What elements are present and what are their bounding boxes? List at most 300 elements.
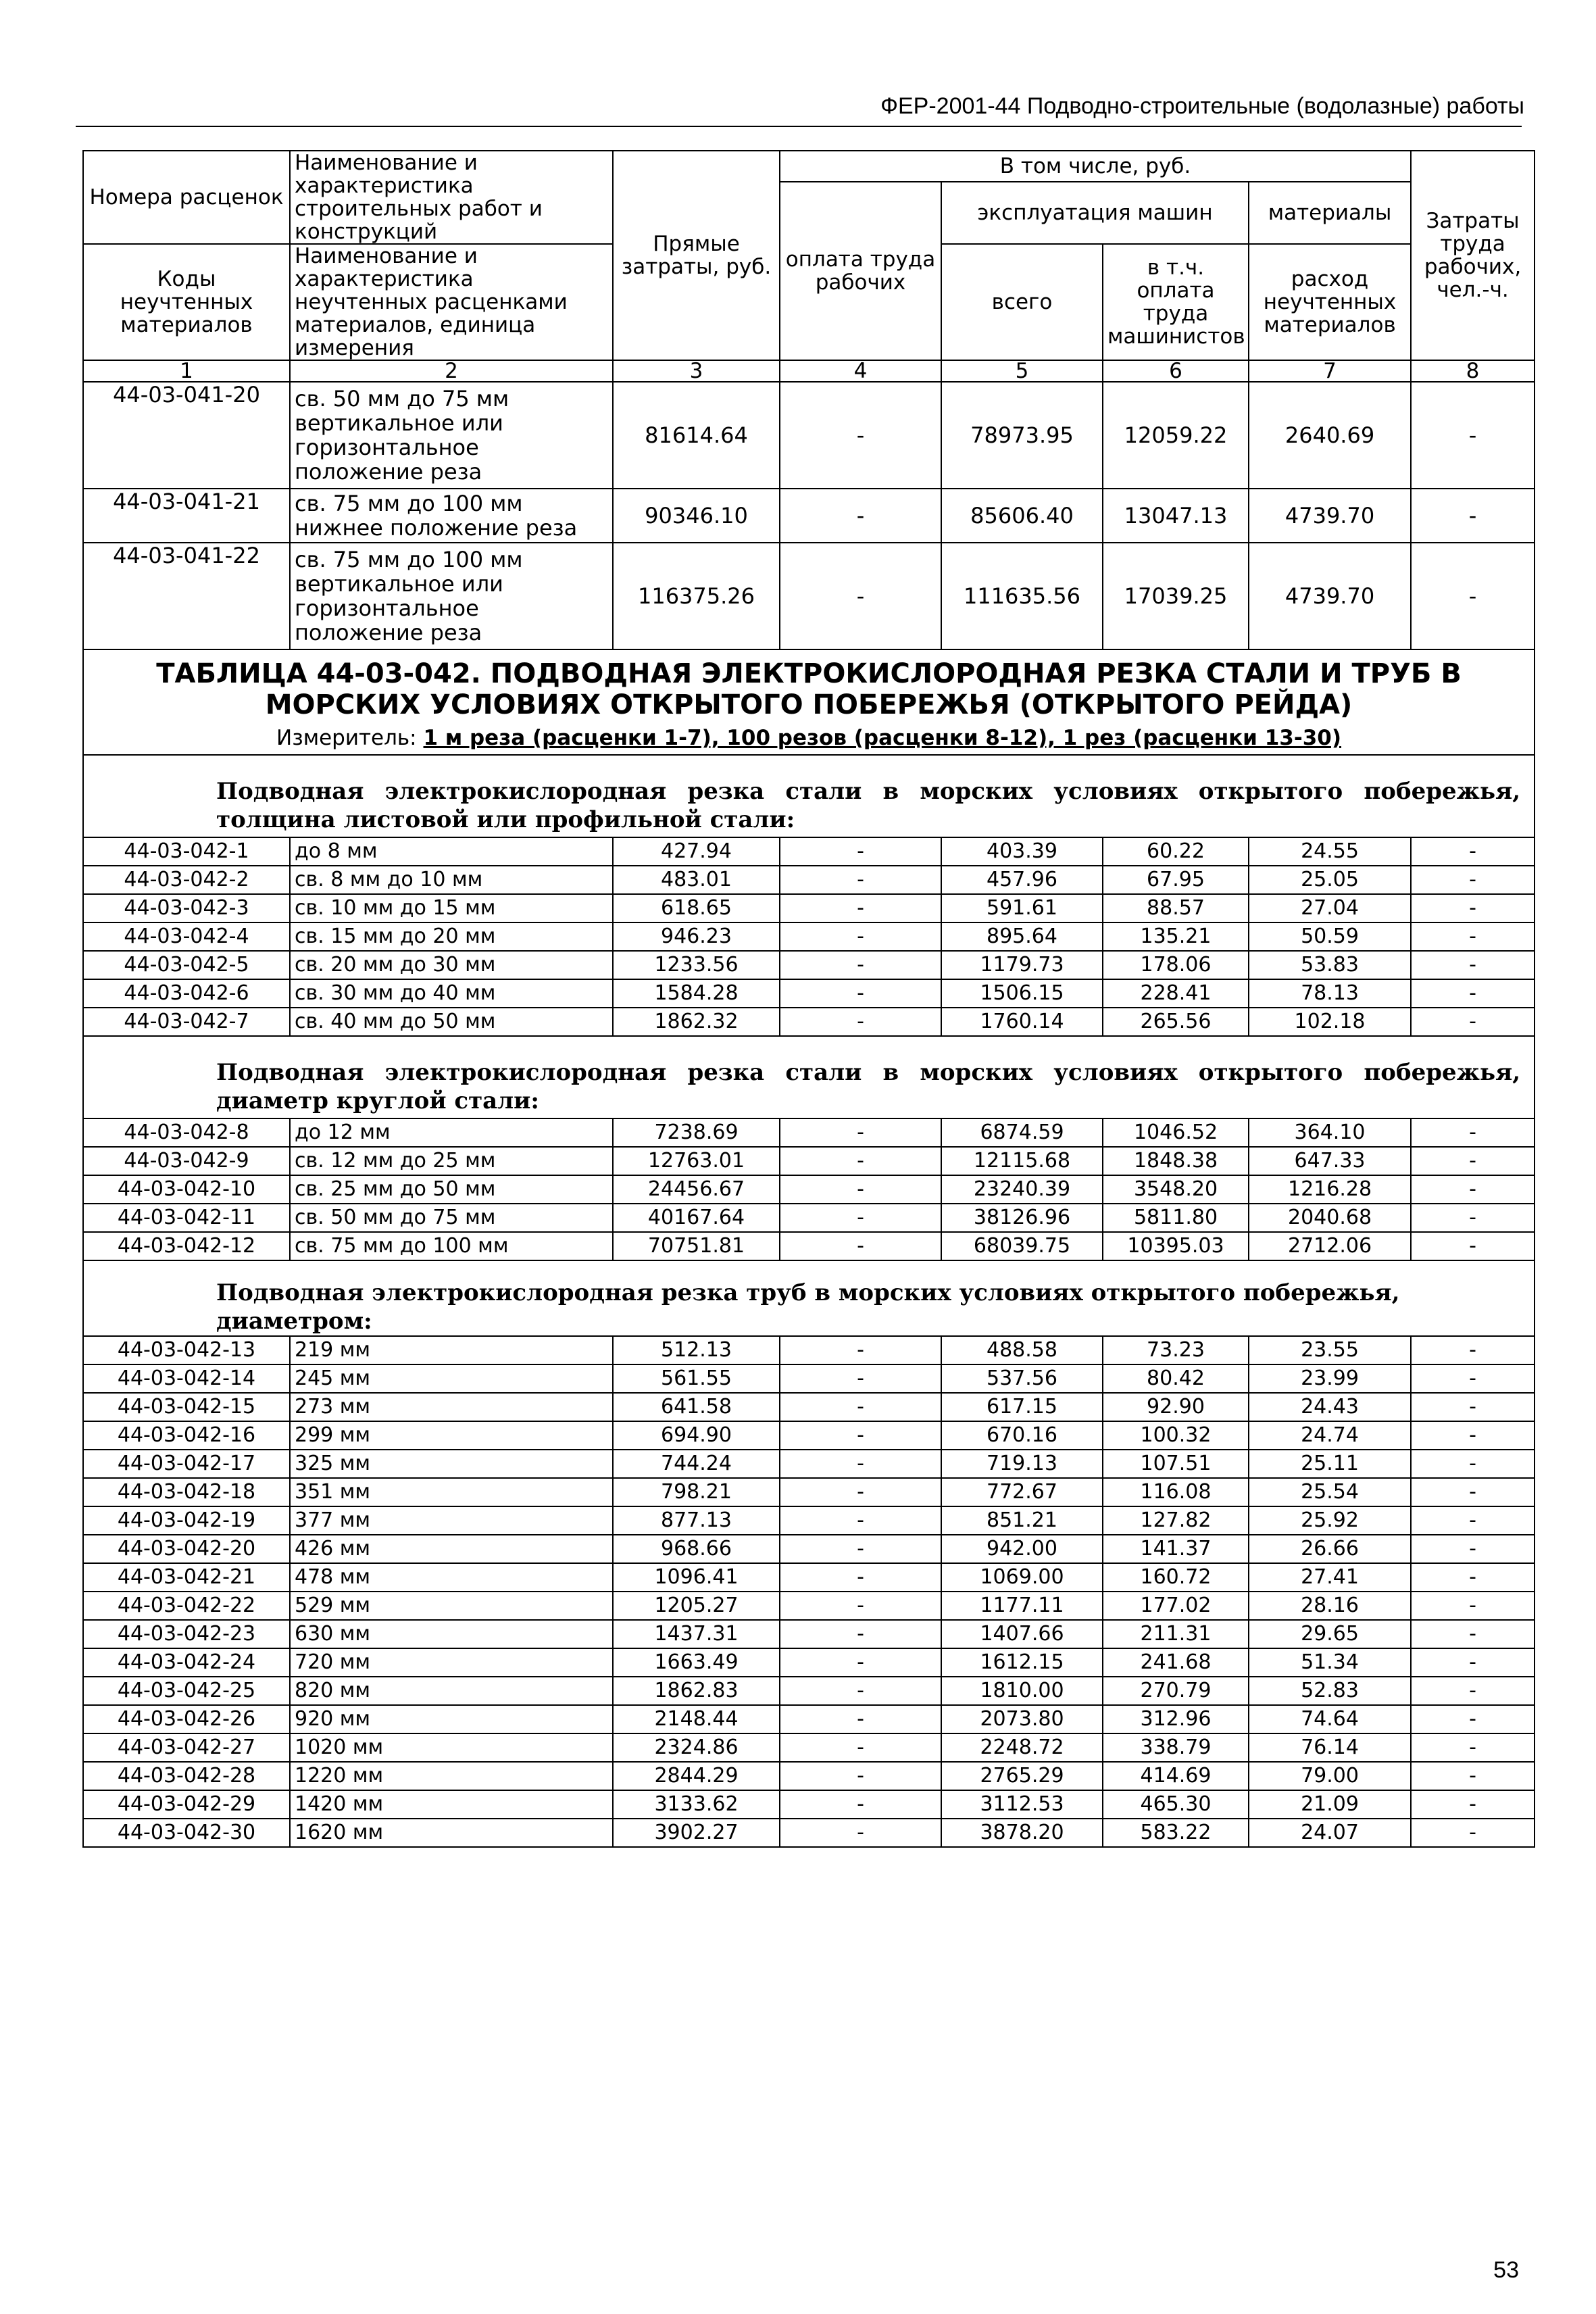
rate-code-cell: 44-03-042-9 bbox=[83, 1147, 290, 1175]
work-name-cell: св. 20 мм до 30 мм bbox=[290, 951, 613, 979]
wages-cell: - bbox=[780, 922, 941, 951]
machines-cell: 1179.73 bbox=[941, 951, 1103, 979]
table-row bbox=[83, 1592, 1535, 1620]
materials-cell: 21.09 bbox=[1249, 1790, 1411, 1819]
machine-wages-cell: 270.79 bbox=[1103, 1677, 1249, 1705]
wages-cell: - bbox=[780, 1204, 941, 1232]
direct-cost-cell: 40167.64 bbox=[613, 1204, 780, 1232]
direct-cost-cell: 24456.67 bbox=[613, 1175, 780, 1204]
labor-cell: - bbox=[1411, 1677, 1535, 1705]
labor-cell: - bbox=[1411, 894, 1535, 922]
machines-cell: 1506.15 bbox=[941, 979, 1103, 1008]
work-name-cell: до 8 мм bbox=[290, 837, 613, 866]
machines-cell: 38126.96 bbox=[941, 1204, 1103, 1232]
wages-cell: - bbox=[780, 1478, 941, 1506]
table-row bbox=[83, 1478, 1535, 1506]
table-row bbox=[83, 1620, 1535, 1648]
table-row bbox=[83, 1232, 1535, 1260]
labor-cell: - bbox=[1411, 1118, 1535, 1147]
machine-wages-cell: 338.79 bbox=[1103, 1733, 1249, 1762]
rate-code-cell: 44-03-042-14 bbox=[83, 1364, 290, 1393]
wages-cell: - bbox=[780, 1733, 941, 1762]
col-machines-total: всего bbox=[941, 244, 1103, 360]
machines-cell: 1069.00 bbox=[941, 1563, 1103, 1592]
work-name-cell: св. 75 мм до 100 мм вертикальное или горизонтальное положение реза bbox=[290, 543, 613, 649]
table-row bbox=[83, 1790, 1535, 1819]
table-row bbox=[83, 543, 1535, 649]
machine-wages-cell: 60.22 bbox=[1103, 837, 1249, 866]
direct-cost-cell: 12763.01 bbox=[613, 1147, 780, 1175]
rate-code-cell: 44-03-042-15 bbox=[83, 1393, 290, 1421]
rate-code-cell: 44-03-042-1 bbox=[83, 837, 290, 866]
wages-cell: - bbox=[780, 1563, 941, 1592]
work-name-cell: 720 мм bbox=[290, 1648, 613, 1677]
labor-cell: - bbox=[1411, 1762, 1535, 1790]
labor-cell: - bbox=[1411, 1478, 1535, 1506]
table-row bbox=[83, 489, 1535, 543]
table-row bbox=[83, 1762, 1535, 1790]
section-row bbox=[83, 755, 1535, 837]
col-machines: эксплуатация машин bbox=[941, 182, 1249, 244]
rate-code-cell: 44-03-042-25 bbox=[83, 1677, 290, 1705]
materials-cell: 2712.06 bbox=[1249, 1232, 1411, 1260]
work-name-cell: 920 мм bbox=[290, 1705, 613, 1733]
machines-cell: 1760.14 bbox=[941, 1008, 1103, 1036]
machine-wages-cell: 135.21 bbox=[1103, 922, 1249, 951]
machine-wages-cell: 312.96 bbox=[1103, 1705, 1249, 1733]
work-name-cell: 820 мм bbox=[290, 1677, 613, 1705]
labor-cell: - bbox=[1411, 1705, 1535, 1733]
machine-wages-cell: 414.69 bbox=[1103, 1762, 1249, 1790]
wages-cell: - bbox=[780, 1819, 941, 1847]
labor-cell: - bbox=[1411, 1336, 1535, 1364]
labor-cell: - bbox=[1411, 1393, 1535, 1421]
labor-cell: - bbox=[1411, 837, 1535, 866]
rates-table bbox=[82, 150, 1535, 1848]
wages-cell: - bbox=[780, 1336, 941, 1364]
labor-cell: - bbox=[1411, 922, 1535, 951]
column-number-row bbox=[83, 360, 1535, 382]
labor-cell: - bbox=[1411, 543, 1535, 649]
materials-cell: 25.92 bbox=[1249, 1506, 1411, 1535]
rate-code-cell: 44-03-042-12 bbox=[83, 1232, 290, 1260]
measure-value: 1 м реза (расценки 1-7), 100 резов (расценки 8-12), 1 рез (расценки 13-30) bbox=[423, 726, 1342, 750]
machine-wages-cell: 92.90 bbox=[1103, 1393, 1249, 1421]
machine-wages-cell: 100.32 bbox=[1103, 1421, 1249, 1450]
measure-label: Измеритель: bbox=[276, 726, 417, 750]
rate-code-cell: 44-03-042-13 bbox=[83, 1336, 290, 1364]
wages-cell: - bbox=[780, 1535, 941, 1563]
rate-code-cell: 44-03-042-21 bbox=[83, 1563, 290, 1592]
direct-cost-cell: 427.94 bbox=[613, 837, 780, 866]
work-name-cell: 630 мм bbox=[290, 1620, 613, 1648]
wages-cell: - bbox=[780, 1118, 941, 1147]
machine-wages-cell: 1848.38 bbox=[1103, 1147, 1249, 1175]
labor-cell: - bbox=[1411, 1204, 1535, 1232]
machines-cell: 2765.29 bbox=[941, 1762, 1103, 1790]
materials-cell: 28.16 bbox=[1249, 1592, 1411, 1620]
wages-cell: - bbox=[780, 1393, 941, 1421]
section-title: Подводная электрокислородная резка стали в морских условиях открытого побережья, диаметр круглой стали: bbox=[83, 1036, 1535, 1118]
rate-code-cell: 44-03-042-3 bbox=[83, 894, 290, 922]
materials-cell: 24.43 bbox=[1249, 1393, 1411, 1421]
wages-cell: - bbox=[780, 1705, 941, 1733]
direct-cost-cell: 483.01 bbox=[613, 866, 780, 894]
direct-cost-cell: 70751.81 bbox=[613, 1232, 780, 1260]
direct-cost-cell: 2148.44 bbox=[613, 1705, 780, 1733]
direct-cost-cell: 618.65 bbox=[613, 894, 780, 922]
wages-cell: - bbox=[780, 1762, 941, 1790]
labor-cell: - bbox=[1411, 1506, 1535, 1535]
direct-cost-cell: 3902.27 bbox=[613, 1819, 780, 1847]
wages-cell: - bbox=[780, 1008, 941, 1036]
machine-wages-cell: 241.68 bbox=[1103, 1648, 1249, 1677]
rate-code-cell: 44-03-042-22 bbox=[83, 1592, 290, 1620]
rate-code-cell: 44-03-041-22 bbox=[83, 543, 290, 649]
machines-cell: 12115.68 bbox=[941, 1147, 1103, 1175]
rate-code-cell: 44-03-042-26 bbox=[83, 1705, 290, 1733]
machines-cell: 3878.20 bbox=[941, 1819, 1103, 1847]
machines-cell: 670.16 bbox=[941, 1421, 1103, 1450]
rate-code-cell: 44-03-042-11 bbox=[83, 1204, 290, 1232]
table-row bbox=[83, 1118, 1535, 1147]
col-materials: материалы bbox=[1249, 182, 1411, 244]
direct-cost-cell: 1862.32 bbox=[613, 1008, 780, 1036]
materials-cell: 23.55 bbox=[1249, 1336, 1411, 1364]
direct-cost-cell: 694.90 bbox=[613, 1421, 780, 1450]
table-row bbox=[83, 951, 1535, 979]
col-materials-consumption: расход неучтенных материалов bbox=[1249, 244, 1411, 360]
wages-cell: - bbox=[780, 1364, 941, 1393]
machine-wages-cell: 141.37 bbox=[1103, 1535, 1249, 1563]
work-name-cell: св. 25 мм до 50 мм bbox=[290, 1175, 613, 1204]
section-row bbox=[83, 1260, 1535, 1336]
table-row bbox=[83, 1506, 1535, 1535]
direct-cost-cell: 641.58 bbox=[613, 1393, 780, 1421]
materials-cell: 647.33 bbox=[1249, 1147, 1411, 1175]
work-name-cell: 478 мм bbox=[290, 1563, 613, 1592]
labor-cell: - bbox=[1411, 866, 1535, 894]
rate-code-cell: 44-03-041-20 bbox=[83, 382, 290, 489]
materials-cell: 78.13 bbox=[1249, 979, 1411, 1008]
materials-cell: 74.64 bbox=[1249, 1705, 1411, 1733]
materials-cell: 27.04 bbox=[1249, 894, 1411, 922]
machines-cell: 719.13 bbox=[941, 1450, 1103, 1478]
work-name-cell: 299 мм bbox=[290, 1421, 613, 1450]
work-name-cell: 1020 мм bbox=[290, 1733, 613, 1762]
machines-cell: 488.58 bbox=[941, 1336, 1103, 1364]
materials-cell: 26.66 bbox=[1249, 1535, 1411, 1563]
machine-wages-cell: 116.08 bbox=[1103, 1478, 1249, 1506]
work-name-cell: св. 15 мм до 20 мм bbox=[290, 922, 613, 951]
work-name-cell: 273 мм bbox=[290, 1393, 613, 1421]
machines-cell: 85606.40 bbox=[941, 489, 1103, 543]
direct-cost-cell: 1205.27 bbox=[613, 1592, 780, 1620]
materials-cell: 24.55 bbox=[1249, 837, 1411, 866]
machines-cell: 1407.66 bbox=[941, 1620, 1103, 1648]
rate-code-cell: 44-03-042-16 bbox=[83, 1421, 290, 1450]
wages-cell: - bbox=[780, 1592, 941, 1620]
wages-cell: - bbox=[780, 543, 941, 649]
rate-code-cell: 44-03-042-2 bbox=[83, 866, 290, 894]
work-name-cell: 351 мм bbox=[290, 1478, 613, 1506]
labor-cell: - bbox=[1411, 1364, 1535, 1393]
materials-cell: 79.00 bbox=[1249, 1762, 1411, 1790]
column-number: 8 bbox=[1411, 360, 1535, 382]
direct-cost-cell: 798.21 bbox=[613, 1478, 780, 1506]
direct-cost-cell: 2324.86 bbox=[613, 1733, 780, 1762]
machines-cell: 68039.75 bbox=[941, 1232, 1103, 1260]
wages-cell: - bbox=[780, 951, 941, 979]
rate-code-cell: 44-03-042-24 bbox=[83, 1648, 290, 1677]
col-wages: оплата труда рабочих bbox=[780, 182, 941, 360]
wages-cell: - bbox=[780, 1232, 941, 1260]
work-name-cell: 377 мм bbox=[290, 1506, 613, 1535]
labor-cell: - bbox=[1411, 1648, 1535, 1677]
wages-cell: - bbox=[780, 1421, 941, 1450]
wages-cell: - bbox=[780, 894, 941, 922]
table-row bbox=[83, 1393, 1535, 1421]
table-row bbox=[83, 1204, 1535, 1232]
machines-cell: 537.56 bbox=[941, 1364, 1103, 1393]
direct-cost-cell: 744.24 bbox=[613, 1450, 780, 1478]
col-machines-wages: в т.ч. оплата труда машинистов bbox=[1103, 244, 1249, 360]
table-row bbox=[83, 1336, 1535, 1364]
running-header: ФЕР-2001-44 Подводно-строительные (водолазные) работы bbox=[880, 93, 1524, 119]
machines-cell: 1612.15 bbox=[941, 1648, 1103, 1677]
direct-cost-cell: 116375.26 bbox=[613, 543, 780, 649]
table-title: ТАБЛИЦА 44-03-042. ПОДВОДНАЯ ЭЛЕКТРОКИСЛОРОДНАЯ РЕЗКА СТАЛИ И ТРУБ В МОРСКИХ УСЛОВИЯХ ОТКРЫТОГО ПОБЕРЕЖЬЯ (ОТКРЫТОГО РЕЙДА) bbox=[156, 658, 1462, 720]
labor-cell: - bbox=[1411, 1008, 1535, 1036]
labor-cell: - bbox=[1411, 1450, 1535, 1478]
materials-cell: 24.74 bbox=[1249, 1421, 1411, 1450]
work-name-cell: 245 мм bbox=[290, 1364, 613, 1393]
direct-cost-cell: 561.55 bbox=[613, 1364, 780, 1393]
machine-wages-cell: 228.41 bbox=[1103, 979, 1249, 1008]
materials-cell: 1216.28 bbox=[1249, 1175, 1411, 1204]
machines-cell: 591.61 bbox=[941, 894, 1103, 922]
labor-cell: - bbox=[1411, 1620, 1535, 1648]
wages-cell: - bbox=[780, 1147, 941, 1175]
wages-cell: - bbox=[780, 1506, 941, 1535]
column-number: 1 bbox=[83, 360, 290, 382]
section-title: Подводная электрокислородная резка труб в морских условиях открытого побережья, диаметром: bbox=[83, 1260, 1535, 1336]
rate-code-cell: 44-03-042-30 bbox=[83, 1819, 290, 1847]
machines-cell: 2073.80 bbox=[941, 1705, 1103, 1733]
table-row bbox=[83, 1008, 1535, 1036]
direct-cost-cell: 81614.64 bbox=[613, 382, 780, 489]
machine-wages-cell: 12059.22 bbox=[1103, 382, 1249, 489]
labor-cell: - bbox=[1411, 951, 1535, 979]
header-rule bbox=[76, 126, 1522, 127]
direct-cost-cell: 3133.62 bbox=[613, 1790, 780, 1819]
column-number: 5 bbox=[941, 360, 1103, 382]
rate-code-cell: 44-03-042-5 bbox=[83, 951, 290, 979]
table-row bbox=[83, 1705, 1535, 1733]
work-name-cell: св. 50 мм до 75 мм вертикальное или горизонтальное положение реза bbox=[290, 382, 613, 489]
rate-code-cell: 44-03-042-18 bbox=[83, 1478, 290, 1506]
wages-cell: - bbox=[780, 1648, 941, 1677]
direct-cost-cell: 968.66 bbox=[613, 1535, 780, 1563]
materials-cell: 2640.69 bbox=[1249, 382, 1411, 489]
work-name-cell: 219 мм bbox=[290, 1336, 613, 1364]
table-row bbox=[83, 1175, 1535, 1204]
materials-cell: 51.34 bbox=[1249, 1648, 1411, 1677]
work-name-cell: 1220 мм bbox=[290, 1762, 613, 1790]
wages-cell: - bbox=[780, 1790, 941, 1819]
machine-wages-cell: 1046.52 bbox=[1103, 1118, 1249, 1147]
column-number: 3 bbox=[613, 360, 780, 382]
machines-cell: 851.21 bbox=[941, 1506, 1103, 1535]
labor-cell: - bbox=[1411, 1535, 1535, 1563]
materials-cell: 29.65 bbox=[1249, 1620, 1411, 1648]
table-row bbox=[83, 1819, 1535, 1847]
direct-cost-cell: 2844.29 bbox=[613, 1762, 780, 1790]
machine-wages-cell: 583.22 bbox=[1103, 1819, 1249, 1847]
materials-cell: 364.10 bbox=[1249, 1118, 1411, 1147]
rate-code-cell: 44-03-042-28 bbox=[83, 1762, 290, 1790]
rate-code-cell: 44-03-042-4 bbox=[83, 922, 290, 951]
rate-code-cell: 44-03-042-19 bbox=[83, 1506, 290, 1535]
work-name-cell: св. 30 мм до 40 мм bbox=[290, 979, 613, 1008]
machines-cell: 617.15 bbox=[941, 1393, 1103, 1421]
machines-cell: 2248.72 bbox=[941, 1733, 1103, 1762]
table-row bbox=[83, 866, 1535, 894]
labor-cell: - bbox=[1411, 1563, 1535, 1592]
table-row bbox=[83, 837, 1535, 866]
machine-wages-cell: 88.57 bbox=[1103, 894, 1249, 922]
work-name-cell: 1620 мм bbox=[290, 1819, 613, 1847]
direct-cost-cell: 90346.10 bbox=[613, 489, 780, 543]
rate-code-cell: 44-03-042-6 bbox=[83, 979, 290, 1008]
machines-cell: 895.64 bbox=[941, 922, 1103, 951]
direct-cost-cell: 1437.31 bbox=[613, 1620, 780, 1648]
machine-wages-cell: 265.56 bbox=[1103, 1008, 1249, 1036]
wages-cell: - bbox=[780, 837, 941, 866]
section-row bbox=[83, 1036, 1535, 1118]
direct-cost-cell: 1862.83 bbox=[613, 1677, 780, 1705]
machines-cell: 1810.00 bbox=[941, 1677, 1103, 1705]
wages-cell: - bbox=[780, 382, 941, 489]
materials-cell: 76.14 bbox=[1249, 1733, 1411, 1762]
direct-cost-cell: 1663.49 bbox=[613, 1648, 780, 1677]
machines-cell: 111635.56 bbox=[941, 543, 1103, 649]
column-number: 4 bbox=[780, 360, 941, 382]
rate-code-cell: 44-03-041-21 bbox=[83, 489, 290, 543]
materials-cell: 2040.68 bbox=[1249, 1204, 1411, 1232]
direct-cost-cell: 1233.56 bbox=[613, 951, 780, 979]
labor-cell: - bbox=[1411, 382, 1535, 489]
machine-wages-cell: 107.51 bbox=[1103, 1450, 1249, 1478]
machine-wages-cell: 127.82 bbox=[1103, 1506, 1249, 1535]
machine-wages-cell: 178.06 bbox=[1103, 951, 1249, 979]
labor-cell: - bbox=[1411, 1232, 1535, 1260]
labor-cell: - bbox=[1411, 489, 1535, 543]
work-name-cell: св. 75 мм до 100 мм нижнее положение реза bbox=[290, 489, 613, 543]
direct-cost-cell: 946.23 bbox=[613, 922, 780, 951]
work-name-cell: св. 40 мм до 50 мм bbox=[290, 1008, 613, 1036]
rate-code-cell: 44-03-042-20 bbox=[83, 1535, 290, 1563]
column-number: 2 bbox=[290, 360, 613, 382]
labor-cell: - bbox=[1411, 1421, 1535, 1450]
materials-cell: 24.07 bbox=[1249, 1819, 1411, 1847]
table-row bbox=[83, 1677, 1535, 1705]
table-row bbox=[83, 1648, 1535, 1677]
machines-cell: 772.67 bbox=[941, 1478, 1103, 1506]
table-title-row bbox=[83, 649, 1535, 755]
page-number: 53 bbox=[1493, 2257, 1519, 2283]
machine-wages-cell: 465.30 bbox=[1103, 1790, 1249, 1819]
labor-cell: - bbox=[1411, 979, 1535, 1008]
labor-cell: - bbox=[1411, 1819, 1535, 1847]
table-title-cell bbox=[83, 649, 1535, 755]
labor-cell: - bbox=[1411, 1147, 1535, 1175]
work-name-cell: св. 12 мм до 25 мм bbox=[290, 1147, 613, 1175]
machine-wages-cell: 5811.80 bbox=[1103, 1204, 1249, 1232]
direct-cost-cell: 1584.28 bbox=[613, 979, 780, 1008]
rate-code-cell: 44-03-042-17 bbox=[83, 1450, 290, 1478]
machines-cell: 1177.11 bbox=[941, 1592, 1103, 1620]
work-name-cell: до 12 мм bbox=[290, 1118, 613, 1147]
col-rate-number: Номера расценок bbox=[83, 151, 290, 244]
materials-cell: 53.83 bbox=[1249, 951, 1411, 979]
materials-cell: 23.99 bbox=[1249, 1364, 1411, 1393]
direct-cost-cell: 1096.41 bbox=[613, 1563, 780, 1592]
rate-code-cell: 44-03-042-10 bbox=[83, 1175, 290, 1204]
rate-code-cell: 44-03-042-23 bbox=[83, 1620, 290, 1648]
labor-cell: - bbox=[1411, 1790, 1535, 1819]
work-name-cell: 1420 мм bbox=[290, 1790, 613, 1819]
rate-code-cell: 44-03-042-8 bbox=[83, 1118, 290, 1147]
labor-cell: - bbox=[1411, 1175, 1535, 1204]
col-codes: Коды неучтенных материалов bbox=[83, 244, 290, 360]
labor-cell: - bbox=[1411, 1592, 1535, 1620]
table-row bbox=[83, 1563, 1535, 1592]
machine-wages-cell: 73.23 bbox=[1103, 1336, 1249, 1364]
machine-wages-cell: 211.31 bbox=[1103, 1620, 1249, 1648]
section-title: Подводная электрокислородная резка стали в морских условиях открытого побережья, толщина листовой или профильной стали: bbox=[83, 755, 1535, 837]
machine-wages-cell: 80.42 bbox=[1103, 1364, 1249, 1393]
machine-wages-cell: 177.02 bbox=[1103, 1592, 1249, 1620]
direct-cost-cell: 7238.69 bbox=[613, 1118, 780, 1147]
table-row bbox=[83, 1147, 1535, 1175]
direct-cost-cell: 877.13 bbox=[613, 1506, 780, 1535]
machine-wages-cell: 10395.03 bbox=[1103, 1232, 1249, 1260]
machine-wages-cell: 17039.25 bbox=[1103, 543, 1249, 649]
work-name-cell: св. 75 мм до 100 мм bbox=[290, 1232, 613, 1260]
table-row bbox=[83, 1733, 1535, 1762]
work-name-cell: 325 мм bbox=[290, 1450, 613, 1478]
work-name-cell: св. 8 мм до 10 мм bbox=[290, 866, 613, 894]
machine-wages-cell: 67.95 bbox=[1103, 866, 1249, 894]
col-name-materials: Наименование и характеристика неучтенных расценками материалов, единица измерения bbox=[290, 244, 613, 360]
wages-cell: - bbox=[780, 1620, 941, 1648]
materials-cell: 4739.70 bbox=[1249, 543, 1411, 649]
wages-cell: - bbox=[780, 979, 941, 1008]
col-name-works: Наименование и характеристика строительных работ и конструкций bbox=[290, 151, 613, 244]
materials-cell: 25.11 bbox=[1249, 1450, 1411, 1478]
table-row bbox=[83, 922, 1535, 951]
work-name-cell: 426 мм bbox=[290, 1535, 613, 1563]
work-name-cell: св. 50 мм до 75 мм bbox=[290, 1204, 613, 1232]
wages-cell: - bbox=[780, 489, 941, 543]
machines-cell: 78973.95 bbox=[941, 382, 1103, 489]
machine-wages-cell: 13047.13 bbox=[1103, 489, 1249, 543]
materials-cell: 4739.70 bbox=[1249, 489, 1411, 543]
table-row bbox=[83, 382, 1535, 489]
column-number: 7 bbox=[1249, 360, 1411, 382]
machines-cell: 3112.53 bbox=[941, 1790, 1103, 1819]
